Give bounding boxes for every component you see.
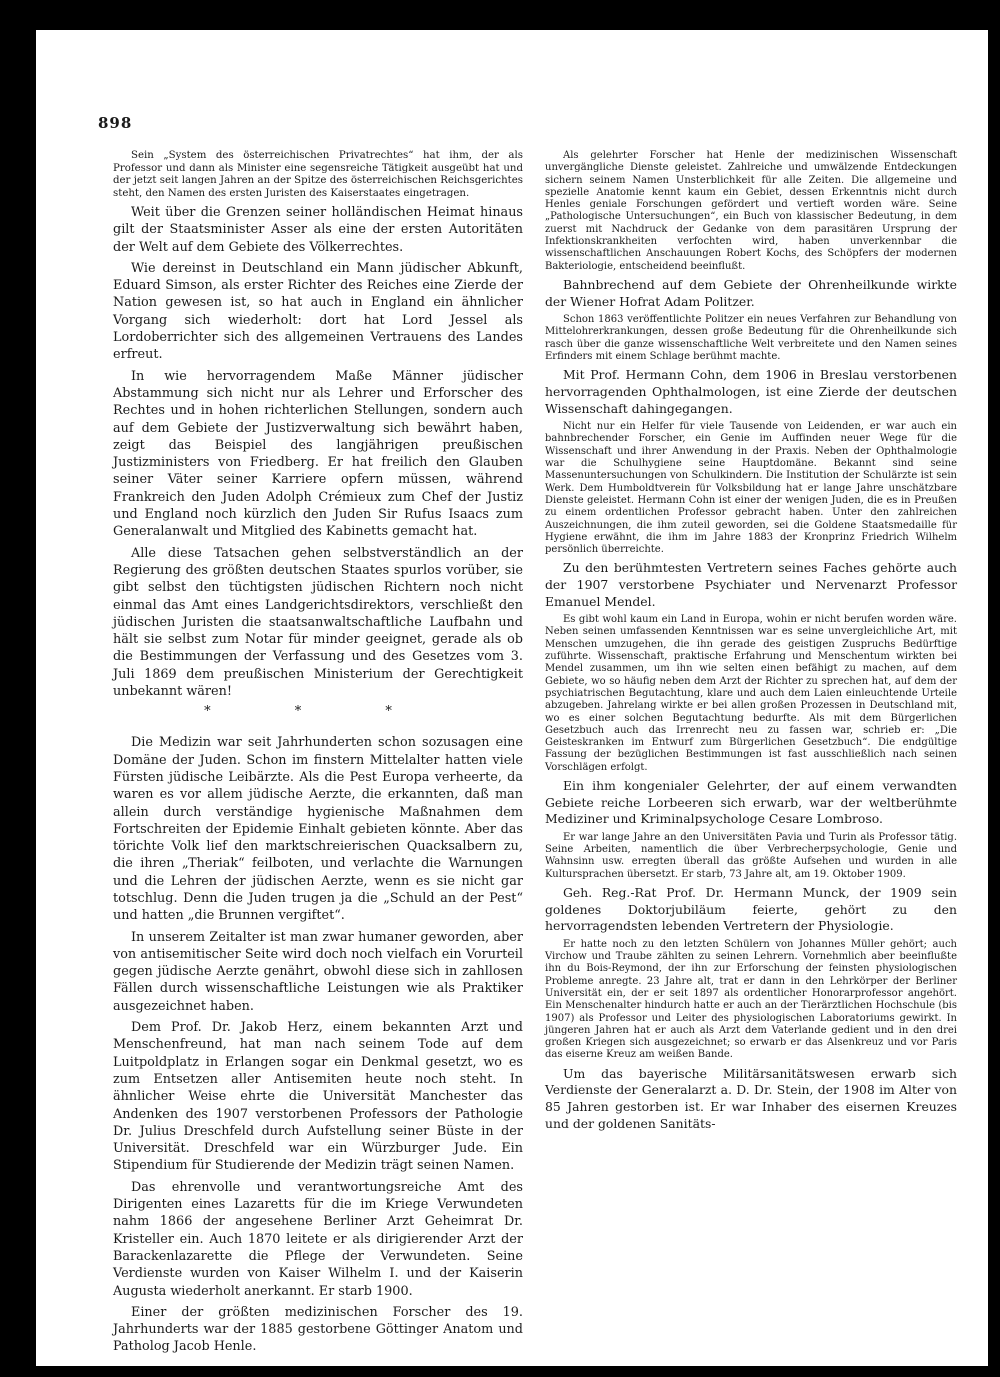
page-number: 898 <box>98 114 133 132</box>
scanned-page <box>36 30 988 1366</box>
left-column-paragraph: Dem Prof. Dr. Jakob Herz, einem bekannten Arzt und Menschenfreund, hat man nach seinem Tode auf dem Luitpoldplatz in Erlangen sogar ein Denkmal gesetzt, wo es zum Entsetzen aller Antisemiten heute noch steht. In ähnlicher Weise ehrte die Universität Manchester das Andenken des 1907 verstorbenen Professors der Pathologie Dr. Julius Dreschfeld durch Aufstellung seiner Büste in der Universität. Dreschfeld war ein Würzburger Jude. Ein Stipendium für Studierende der Medizin trägt seinen Namen. <box>113 1020 523 1174</box>
right-column-paragraph: Schon 1863 veröffentlichte Politzer ein neues Verfahren zur Behandlung von Mittelohrerkrankungen, dessen große Bedeutung für die Ohrenheilkunde sich rasch über die ganze wissenschaftliche Welt verbreitete und den Namen seines Erfinders mit einem Schlage berühmt machte. <box>545 314 957 363</box>
left-column-paragraph: In unserem Zeitalter ist man zwar humaner geworden, aber von antisemitischer Seite wird doch noch vielfach ein Vorurteil gegen jüdische Aerzte genährt, obwohl diese sich in zahllosen Fällen durch wissenschaftliche Leistungen wie als Praktiker ausgezeichnet haben. <box>113 929 523 1014</box>
right-column-paragraph: Bahnbrechend auf dem Gebiete der Ohrenheilkunde wirkte der Wiener Hofrat Adam Politzer. <box>545 276 957 309</box>
right-column-paragraph: Mit Prof. Hermann Cohn, dem 1906 in Breslau verstorbenen hervorragenden Ophthalmologen, ist eine Zierde der deutschen Wissenschaft dahingegangen. <box>545 367 957 416</box>
left-column-paragraph: Alle diese Tatsachen gehen selbstverständlich an der Regierung des größten deutschen Staates spurlos vorüber, sie gibt selbst den tüchtigsten jüdischen Richtern noch nicht einmal das Amt eines Landgerichtsdirektors, verschließt den jüdischen Juristen die staatsanwaltschaftliche Laufbahn und hält sie selbst zum Notar für minder geeignet, gerade als ob die Bestimmungen der Verfassung und des Gesetzes vom 3. Juli 1869 dem preußischen Ministerium der Gerechtigkeit unbekannt wären! <box>113 545 523 700</box>
section-divider: * * * <box>204 704 432 720</box>
left-column-paragraph: In wie hervorragendem Maße Männer jüdischer Abstammung sich nicht nur als Lehrer und Erforscher des Rechtes und in hohen richterlichen Stellungen, sondern auch auf dem Gebiete der Justizverwaltung sich bewährt haben, zeigt das Beispiel des langjährigen preußischen Justizministers von Friedberg. Er hat freilich den Glauben seiner Väter seiner Karriere opfern müssen, während Frankreich den Juden Adolph Crémieux zum Chef der Justiz und England noch kürzlich den Juden Sir Rufus Isaacs zum Generalanwalt und Mitglied des Kabinetts gemacht hat. <box>113 368 523 540</box>
left-column-paragraph: Einer der größten medizinischen Forscher des 19. Jahrhunderts war der 1885 gestorbene Göttinger Anatom und Patholog Jacob Henle. <box>113 1304 523 1355</box>
right-column-paragraph: Er war lange Jahre an den Universitäten Pavia und Turin als Professor tätig. Seine Arbeiten, namentlich die über Verbrecherpsychologie, Genie und Wahnsinn usw. erregten überall das größte Aufsehen und wurden in alle Kultursprachen übersetzt. Er starb, 73 Jahre alt, am 19. Oktober 1909. <box>545 831 957 880</box>
left-column <box>113 150 523 1355</box>
right-column-paragraph: Nicht nur ein Helfer für viele Tausende von Leidenden, er war auch ein bahnbrechender Forscher, ein Genie im Auffinden neuer Wege für die Wissenschaft und ihrer Anwendung in der Praxis. Neben der Ophthalmologie war die Schulhygiene seine Hauptdomäne. Bekannt sind seine Massenuntersuchungen von Schulkindern. Die Institution der Schulärzte ist sein Werk. Dem Humboldtverein für Volksbildung hat er lange Jahre unschätzbare Dienste geleistet. Hermann Cohn ist einer der wenigen Juden, die es in Preußen zu einem ordentlichen Professor gebracht haben. Unter den zahlreichen Auszeichnungen, die ihm zuteil geworden, sei die Goldene Staatsmedaille für Hygiene erwähnt, die ihm im Jahre 1883 der Kronprinz Friedrich Wilhelm persönlich überreichte. <box>545 421 957 556</box>
right-column-paragraph: Ein ihm kongenialer Gelehrter, der auf einem verwandten Gebiete reiche Lorbeeren sich erwarb, war der weltberühmte Mediziner und Kriminalpsychologe Cesare Lombroso. <box>545 778 957 827</box>
right-column-paragraph: Er hatte noch zu den letzten Schülern von Johannes Müller gehört; auch Virchow und Traube zählten zu seinen Lehrern. Vornehmlich aber beeinflußte ihn du Bois-Reymond, der ihn zur Erforschung der feinsten physiologischen Probleme anregte. 23 Jahre alt, trat er dann in den Lehrkörper der Berliner Universität ein, der er seit 1897 als ordentlicher Honorarprofessor angehört. Ein Menschenalter hindurch hatte er auch an der Tierärztlichen Hochschule (bis 1907) als Professor und Leiter des physiologischen Laboratoriums gewirkt. In jüngeren Jahren hat er auch als Arzt dem Vaterlande gedient und in den drei großen Kriegen sich ausgezeichnet; so erwarb er das Alsenkreuz und vor Paris das eiserne Kreuz am weißen Bande. <box>545 938 957 1061</box>
right-column-paragraph: Um das bayerische Militärsanitätswesen erwarb sich Verdienste der Generalarzt a. D. Dr. Stein, der 1908 im Alter von 85 Jahren gestorben ist. Er war Inhaber des eisernen Kreuzes und der goldenen Sanitäts- <box>545 1065 957 1131</box>
right-column-paragraph: Zu den berühmtesten Vertretern seines Faches gehörte auch der 1907 verstorbene Psychiater und Nervenarzt Professor Emanuel Mendel. <box>545 560 957 609</box>
left-column-paragraph: Das ehrenvolle und verantwortungsreiche Amt des Dirigenten eines Lazaretts für die im Kriege Verwundeten nahm 1866 der angesehene Berliner Arzt Geheimrat Dr. Kristeller ein. Auch 1870 leitete er als dirigierender Arzt der Barackenlazarette die Pflege der Verwundeten. Seine Verdienste wurden von Kaiser Wilhelm I. und der Kaiserin Augusta wiederholt anerkannt. Er starb 1900. <box>113 1179 523 1299</box>
left-column-paragraph: Wie dereinst in Deutschland ein Mann jüdischer Abkunft, Eduard Simson, als erster Richter des Reiches eine Zierde der Nation gewesen ist, so hat auch in England ein ähnlicher Vorgang sich wiederholt: dort hat Lord Jessel als Lordoberrichter sich des allgemeinen Vertrauens des Landes erfreut. <box>113 260 523 363</box>
left-column-paragraph: Die Medizin war seit Jahrhunderten schon sozusagen eine Domäne der Juden. Schon im finstern Mittelalter hatten viele Fürsten jüdische Leibärzte. Als die Pest Europa verheerte, da waren es vor allem jüdische Aerzte, die erkannten, daß man allein durch verständige hygienische Maßnahmen dem Fortschreiten der Epidemie Einhalt gebieten könnte. Aber das törichte Volk lief den marktschreierischen Quacksalbern zu, die ihren „Theriak“ feilboten, und verlachte die Warnungen und die Lehren der jüdischen Aerzte, wenn es sie nicht gar totschlug. Denn die Juden trugen ja die „Schuld an der Pest“ und hatten „die Brunnen vergiftet“. <box>113 735 523 924</box>
left-column-paragraph: Weit über die Grenzen seiner holländischen Heimat hinaus gilt der Staatsminister Asser als eine der ersten Autoritäten der Welt auf dem Gebiete des Völkerrechtes. <box>113 205 523 255</box>
right-column <box>545 150 957 1315</box>
right-column-paragraph: Es gibt wohl kaum ein Land in Europa, wohin er nicht berufen worden wäre. Neben seinen umfassenden Kenntnissen war es seine unvergleichliche Art, mit Menschen umzugehen, die ihn gerade des geistigen Zuspruchs Bedürftige zuführte. Wissenschaft, praktische Erfahrung und Menschentum wirkten bei Mendel zusammen, um ihn wie selten einen befähigt zu machen, auf dem Gebiete, wo so häufig neben dem Arzt der Richter zu sprechen hat, auf dem der psychiatrischen Begutachtung, klare und auch dem Laien einleuchtende Urteile abzugeben. Jahrelang wirkte er bei allen großen Prozessen in Deutschland mit, wo es einer solchen Begutachtung bedurfte. Als mit dem Bürgerlichen Gesetzbuch auch das Irrenrecht neu zu fassen war, schrieb er: „Die Geisteskranken im Entwurf zum Bürgerlichen Gesetzbuch“. Die endgültige Fassung der bezüglichen Bestimmungen ist fast ausschließlich nach seinen Vorschlägen erfolgt. <box>545 614 957 773</box>
right-column-paragraph: Als gelehrter Forscher hat Henle der medizinischen Wissenschaft unvergängliche Dienste geleistet. Zahlreiche und umwälzende Entdeckungen sichern seinem Namen Unsterblichkeit für alle Zeiten. Die allgemeine und spezielle Anatomie kennt kaum ein Gebiet, dessen Erkenntnis nicht durch Henles geniale Forschungen gefördert und vertieft worden wäre. Seine „Pathologische Untersuchungen“, ein Buch von klassischer Bedeutung, in dem zuerst mit Nachdruck der Gedanke von dem parasitären Ursprung der Infektionskrankheiten verfochten wird, haben unverkennbar die wissenschaftlichen Anschauungen Robert Kochs, des Schöpfers der modernen Bakteriologie, entscheidend beeinflußt. <box>545 150 957 272</box>
right-column-paragraph: Geh. Reg.-Rat Prof. Dr. Hermann Munck, der 1909 sein goldenes Doktorjubiläum feierte, gehört zu den hervorragendsten lebenden Vertretern der Physiologie. <box>545 885 957 934</box>
left-column-paragraph: Sein „System des österreichischen Privatrechtes“ hat ihm, der als Professor und dann als Minister eine segensreiche Tätigkeit ausgeübt hat und der jetzt seit langen Jahren an der Spitze des österreichischen Reichsgerichtes steht, den Namen des ersten Juristen des Kaiserstaates eingetragen. <box>113 150 523 199</box>
